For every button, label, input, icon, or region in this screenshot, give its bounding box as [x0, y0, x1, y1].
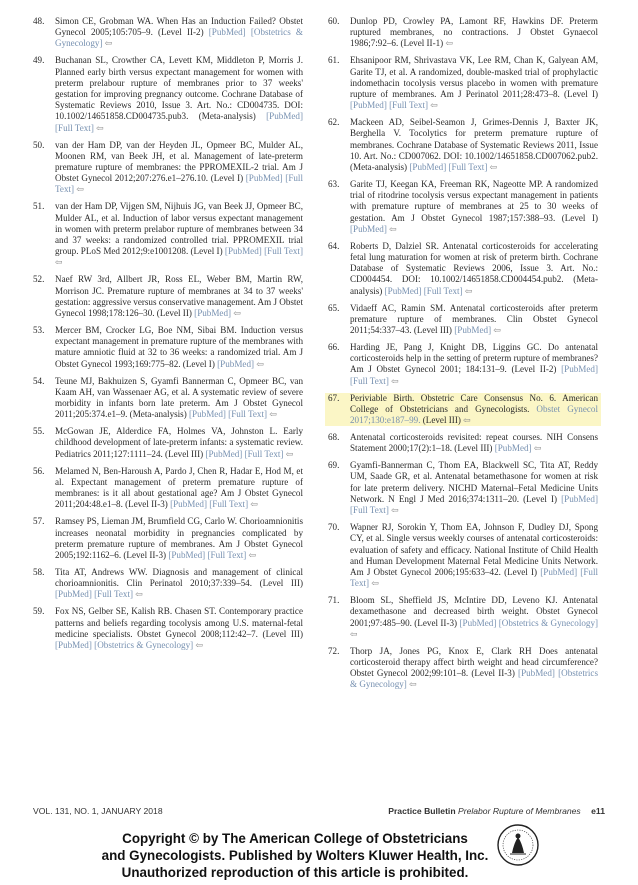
citation-text: van der Ham DP, van der Heyden JL, Opmeer BC, Mulder AL, Moonen RM, van Beek JH, et al. Management of late-preterm premature rupture of membranes: the PPROMEXIL-2 trial. Am J Obstet Gynecol 2012;207:276.e1–276.10. (Level I): [55, 139, 303, 184]
reference-number: 52.: [33, 274, 45, 285]
copyright-line-1: Copyright © by The American College of Obstetricians: [122, 831, 468, 846]
reference-item: [328, 432, 598, 454]
back-arrow-icon[interactable]: ⇦: [350, 628, 358, 639]
reference-item: [33, 516, 303, 561]
reference-number: 62.: [328, 117, 340, 128]
reference-item: [33, 426, 303, 460]
reference-links[interactable]: [PubMed]: [194, 308, 232, 319]
reference-text: [350, 522, 598, 589]
back-arrow-icon[interactable]: ⇦: [391, 375, 399, 386]
citation-text: Mercer BM, Crocker LG, Boe NM, Sibai BM. Induction versus expectant management in premature rupture of the membranes with mature amniotic fluid at 32 to 36 weeks: a randomized trial. Am J Obstet Gynecol 1993;169:775–82. (Level I): [55, 325, 303, 369]
citation-text: Thorp JA, Jones PG, Knox E, Clark RH Does antenatal corticosteroid therapy affect birth weight and head circumference? Obstet Gynecol 2002;99:101–8. (Level II-3): [350, 645, 598, 679]
reference-number: 61.: [328, 55, 340, 66]
reference-number: 67.: [328, 392, 340, 403]
reference-number: 63.: [328, 179, 340, 190]
reference-item: [328, 241, 598, 297]
back-arrow-icon[interactable]: ⇦: [430, 100, 438, 111]
reference-item: [328, 179, 598, 235]
reference-item: [328, 342, 598, 387]
reference-number: 64.: [328, 240, 340, 251]
reference-extra[interactable]: [Obstetrics & Gynecology]: [498, 617, 599, 628]
back-arrow-icon[interactable]: ⇦: [285, 448, 294, 459]
back-arrow-icon[interactable]: ⇦: [248, 549, 257, 560]
reference-links[interactable]: [PubMed] [Full Text]: [170, 499, 249, 510]
reference-item: [328, 460, 598, 516]
reference-item: [328, 646, 598, 691]
reference-number: 66.: [328, 342, 340, 353]
back-arrow-icon[interactable]: ⇦: [409, 679, 417, 690]
reference-links[interactable]: [PubMed] [Full Text]: [55, 173, 303, 195]
reference-text: [350, 16, 598, 50]
reference-number: 71.: [328, 595, 340, 606]
reference-item: [33, 567, 303, 601]
reference-links[interactable]: [PubMed]: [217, 358, 255, 369]
reference-text: [350, 117, 598, 173]
reference-number: 72.: [328, 645, 340, 656]
references-right-column: [328, 16, 598, 696]
reference-item: [328, 595, 598, 640]
reference-item: [328, 55, 598, 111]
reference-text: [55, 201, 303, 268]
reference-links[interactable]: [PubMed] [Full Text]: [350, 364, 598, 386]
reference-number: 58.: [33, 566, 45, 577]
reference-links[interactable]: [PubMed] [Full Text]: [189, 409, 268, 420]
reference-item: [33, 325, 303, 370]
reference-text: [55, 16, 303, 50]
citation-text: Buchanan SL, Crowther CA, Levett KM, Middleton P, Morris J. Planned early birth versus expectant management for women with preterm prelabour rupture of membranes prior to 37 weeks' gestation for improving pregnancy outcome. Cochrane Database of Systematic Reviews 2010, Issue 3. Art. No.: CD004735. DOI: 10.1002/14651858.CD004735.pub3. (Meta-analysis): [55, 55, 303, 122]
reference-links[interactable]: [PubMed]: [454, 325, 492, 336]
back-arrow-icon[interactable]: ⇦: [256, 358, 264, 369]
reference-text: [55, 325, 303, 370]
reference-number: 65.: [328, 302, 340, 313]
reference-links[interactable]: [PubMed]: [208, 27, 246, 38]
citation-text: Melamed N, Ben-Haroush A, Pardo J, Chen R, Hadar E, Hod M, et al. Expectant management of preterm premature rupture of membranes: is it all about gestational age? Am J Obstet Gynecol 2011;204:48.e1–8. (Level II-3): [55, 465, 303, 510]
reference-number: 60.: [328, 16, 340, 26]
back-arrow-icon[interactable]: ⇦: [250, 499, 259, 510]
citation-text: van der Ham DP, Vijgen SM, Nijhuis JG, van Beek JJ, Opmeer BC, Mulder AL, et al. Induction of labor versus expectant management in women with preterm prelabor rupture of membranes between 34 and 37 weeks: a randomized controlled trial. PPROMEXIL trial group. PLoS Med 2012;9:e1001208. (Level I): [55, 201, 303, 257]
citation-text: Mackeen AD, Seibel-Seamon J, Grimes-Dennis J, Baxter JK, Berghella V. Tocolytics for preterm premature rupture of membranes. Cochrane Database of Systematic Reviews 2011, Issue 10. Art. No.: CD007062. DOI: 10.1002/14651858.CD007062.pub2. (Meta-analysis): [350, 117, 598, 173]
reference-text: [55, 567, 303, 601]
reference-text: [350, 179, 598, 235]
reference-links[interactable]: [PubMed] [Full Text]: [205, 448, 284, 459]
copyright-line-3: Unauthorized reproduction of this article is prohibited.: [121, 865, 469, 880]
reference-text: [350, 646, 598, 691]
reference-links[interactable]: [PubMed] [Full Text]: [350, 493, 598, 516]
reference-links[interactable]: [PubMed] [Full Text]: [168, 549, 247, 560]
acog-seal-logo: [496, 823, 540, 867]
references-left-column: [33, 16, 303, 657]
reference-item: [33, 55, 303, 133]
reference-number: 54.: [33, 375, 45, 386]
citation-text: Teune MJ, Bakhuizen S, Gyamfi Bannerman C, Opmeer BC, van Kaam AH, van Wassenaer AG, et al. A systematic review of severe morbidity in infants born late preterm. Am J Obstet Gynecol 2011;205:374.e1–9. (Meta-analysis): [55, 375, 303, 420]
reference-text: [350, 55, 598, 111]
reference-item: [328, 16, 598, 50]
reference-text: [55, 466, 303, 511]
back-arrow-icon[interactable]: ⇦: [463, 415, 471, 426]
reference-text: [350, 303, 598, 337]
citation-text: Ramsey PS, Lieman JM, Brumfield CG, Carlo W. Chorioamnionitis increases neonatal morbidity in pregnancies complicated by preterm premature rupture of membranes. Am J Obstet Gynecol 2005;192:1162–6. (Level II-3): [55, 516, 303, 560]
reference-text: [350, 393, 598, 427]
reference-number: 48.: [33, 16, 45, 26]
reference-extra[interactable]: [Obstetrics & Gynecology]: [55, 27, 303, 49]
reference-text: [350, 342, 598, 387]
reference-text: [55, 606, 303, 651]
reference-item: [33, 16, 303, 50]
volume-text: VOL. 131, NO. 1, JANUARY 2018: [33, 806, 163, 816]
back-arrow-icon[interactable]: ⇦: [76, 184, 84, 195]
reference-number: 53.: [33, 325, 45, 336]
reference-text: [55, 426, 303, 460]
back-arrow-icon[interactable]: ⇦: [233, 308, 241, 319]
reference-item: [33, 606, 303, 651]
citation-text: Dunlop PD, Crowley PA, Lamont RF, Hawkins DF. Preterm ruptured membranes, no contractions. J Obstet Gynaecol 1986;7:92–6. (Level II-1): [350, 16, 598, 49]
back-arrow-icon[interactable]: ⇦: [195, 639, 204, 650]
citation-text: Ehsanipoor RM, Shrivastava VK, Lee RM, Chan K, Galyean AM, Garite TJ, et al. A randomized, double-masked trial of prophylactic indomethacin tocolysis versus placebo in women with premature rupture of membranes. Am J Perinatol 2011;28:473–8. (Level I): [350, 55, 598, 100]
reference-item: [33, 140, 303, 196]
reference-links[interactable]: [PubMed] [Full Text]: [350, 566, 598, 589]
reference-links[interactable]: [PubMed]: [518, 668, 555, 679]
back-arrow-icon[interactable]: ⇦: [533, 443, 542, 454]
topic-label: Prelabor Rupture of Membranes: [457, 806, 581, 816]
reference-links[interactable]: [PubMed]: [55, 639, 92, 650]
reference-number: 55.: [33, 426, 45, 437]
reference-number: 51.: [33, 201, 45, 212]
reference-item: [328, 117, 598, 173]
citation-text: Simon CE, Grobman WA. When Has an Induction Failed? Obstet Gynecol 2005;105:705–9. (Level II-2): [55, 16, 303, 38]
reference-links[interactable]: [PubMed]: [350, 223, 387, 234]
reference-number: 56.: [33, 465, 45, 476]
reference-text: [55, 55, 303, 133]
back-arrow-icon[interactable]: ⇦: [135, 589, 143, 600]
reference-item: [328, 303, 598, 337]
reference-text: [350, 241, 598, 297]
reference-links[interactable]: [PubMed] [Full Text]: [224, 246, 303, 257]
reference-number: 50.: [33, 139, 45, 150]
citation-text: Antenatal corticosteroids revisited: repeat courses. NIH Consens Statement 2000;17(2):1–18. (Level III): [350, 432, 598, 454]
reference-extra[interactable]: [Obstetrics & Gynecology]: [350, 668, 598, 690]
reference-text: [55, 516, 303, 561]
footer-running-title: [388, 806, 605, 816]
reference-number: 69.: [328, 460, 340, 471]
reference-links[interactable]: [PubMed] [Full Text]: [409, 162, 488, 173]
reference-links[interactable]: Obstet Gynecol 2017;130:e187–99.: [350, 403, 598, 426]
citation-text: Vidaeff AC, Ramin SM. Antenatal corticosteroids after preterm premature rupture of membranes. Clin Obstet Gynecol 2011;54:337–43. (Level III): [350, 302, 598, 336]
reference-links[interactable]: [PubMed]: [494, 443, 532, 454]
citation-text: Periviable Birth. Obstetric Care Consensus No. 6. American College of Obstetricians and Gynecologists.: [350, 392, 598, 414]
reference-item: [325, 393, 601, 427]
reference-extra[interactable]: [Obstetrics & Gynecology]: [94, 639, 194, 650]
back-arrow-icon[interactable]: ⇦: [389, 223, 397, 234]
back-arrow-icon[interactable]: ⇦: [489, 162, 498, 173]
back-arrow-icon[interactable]: ⇦: [445, 38, 454, 49]
reference-links[interactable]: [PubMed] [Full Text]: [350, 100, 429, 111]
reference-links[interactable]: [PubMed] [Full Text]: [384, 285, 463, 296]
citation-text: Wapner RJ, Sorokin Y, Thom EA, Johnson F, Dudley DJ, Spong CY, et al. Single versus weekly courses of antenatal corticosteroids: evaluation of safety and efficacy. National Institute of Child Health and Human Development Maternal Fetal Medicine Units Network. Am J Obstet Gynecol 2006;195:633–42. (Level I): [350, 522, 598, 577]
citation-text: McGowan JE, Alderdice FA, Holmes VA, Johnston L. Early childhood development of late-preterm infants: a systematic review. Pediatrics 2011;127:1111–24. (Level III): [55, 426, 303, 459]
reference-item: [33, 376, 303, 421]
reference-links[interactable]: [PubMed]: [459, 617, 497, 628]
citation-text: Naef RW 3rd, Allbert JR, Ross EL, Weber BM, Martin RW, Morrison JC. Premature rupture of membranes at 34 to 37 weeks' gestation: aggressive versus conservative management. Am J Obstet Gynecol 1998;178:126–30. (Level II): [55, 274, 303, 319]
reference-text: [55, 140, 303, 196]
back-arrow-icon[interactable]: ⇦: [269, 409, 277, 420]
citation-text: Bloom SL, Sheffield JS, McIntire DD, Leveno KJ. Antenatal dexamethasone and decreased birth weight. Obstet Gynecol 2001;97:485–90. (Level II-3): [350, 595, 598, 628]
back-arrow-icon[interactable]: ⇦: [55, 257, 63, 268]
back-arrow-icon[interactable]: ⇦: [96, 122, 104, 133]
reference-links[interactable]: [PubMed] [Full Text]: [55, 111, 303, 133]
reference-text: [350, 595, 598, 640]
back-arrow-icon[interactable]: ⇦: [371, 578, 379, 589]
series-label: Practice Bulletin: [388, 806, 456, 816]
reference-text: [350, 432, 598, 454]
citation-text: Garite TJ, Keegan KA, Freeman RK, Nageotte MP. A randomized trial of ritodrine tocolysis versus expectant management in patients with premature rupture of membranes at 25 to 30 weeks of gestation. Am J Obstet Gynecol 1987;157:388–93. (Level I): [350, 179, 598, 223]
reference-text: [55, 274, 303, 319]
reference-item: [33, 466, 303, 511]
reference-number: 70.: [328, 522, 340, 533]
citation-text: Harding JE, Pang J, Knight DB, Liggins GC. Do antenatal corticosteroids help in the setting of preterm rupture of membranes? Am J Obstet Gynecol 2001; 184:131–9. (Level II-2): [350, 342, 598, 375]
footer-volume: [33, 806, 163, 816]
reference-extra: (Level III): [422, 415, 461, 426]
reference-number: 57.: [33, 516, 45, 527]
back-arrow-icon[interactable]: ⇦: [391, 505, 399, 516]
back-arrow-icon[interactable]: ⇦: [104, 38, 113, 49]
back-arrow-icon[interactable]: ⇦: [464, 285, 473, 296]
reference-item: [328, 522, 598, 589]
copyright-notice: [60, 830, 530, 881]
reference-text: [350, 460, 598, 516]
copyright-line-2: and Gynecologists. Published by Wolters Kluwer Health, Inc.: [101, 848, 489, 863]
citation-text: Gyamfi-Bannerman C, Thom EA, Blackwell SC, Tita AT, Reddy UM, Saade GR, et al. Antenatal betamethasone for women at risk for late preterm delivery. NICHD Maternal–Fetal Medicine Units Network. N Engl J Med 2016;374:1311–20. (Level I): [350, 460, 598, 504]
reference-item: [33, 274, 303, 319]
reference-text: [55, 376, 303, 421]
back-arrow-icon[interactable]: ⇦: [493, 325, 502, 336]
citation-text: Fox NS, Gelber SE, Kalish RB. Chasen ST. Contemporary practice patterns and beliefs regarding tocolysis among U.S. maternal-fetal medicine specialists. Obstet Gynecol 2008;112:42–7. (Level III): [55, 606, 303, 639]
reference-item: [33, 201, 303, 268]
citation-text: Roberts D, Dalziel SR. Antenatal corticosteroids for accelerating fetal lung maturation for women at risk of preterm birth. Cochrane Database of Systematic Reviews 2006, Issue 3. Art. No.: CD004454. DOI: 10.1002/14651858.CD004454.pub2. (Meta-analysis): [350, 240, 598, 296]
citation-text: Tita AT, Andrews WW. Diagnosis and management of clinical chorioamnionitis. Clin Perinatol 2010;37:339–54. (Level III): [55, 566, 303, 589]
reference-number: 68.: [328, 432, 340, 443]
reference-links[interactable]: [PubMed] [Full Text]: [55, 589, 134, 600]
reference-number: 49.: [33, 55, 45, 66]
page-number: e11: [591, 806, 605, 816]
reference-number: 59.: [33, 606, 45, 617]
